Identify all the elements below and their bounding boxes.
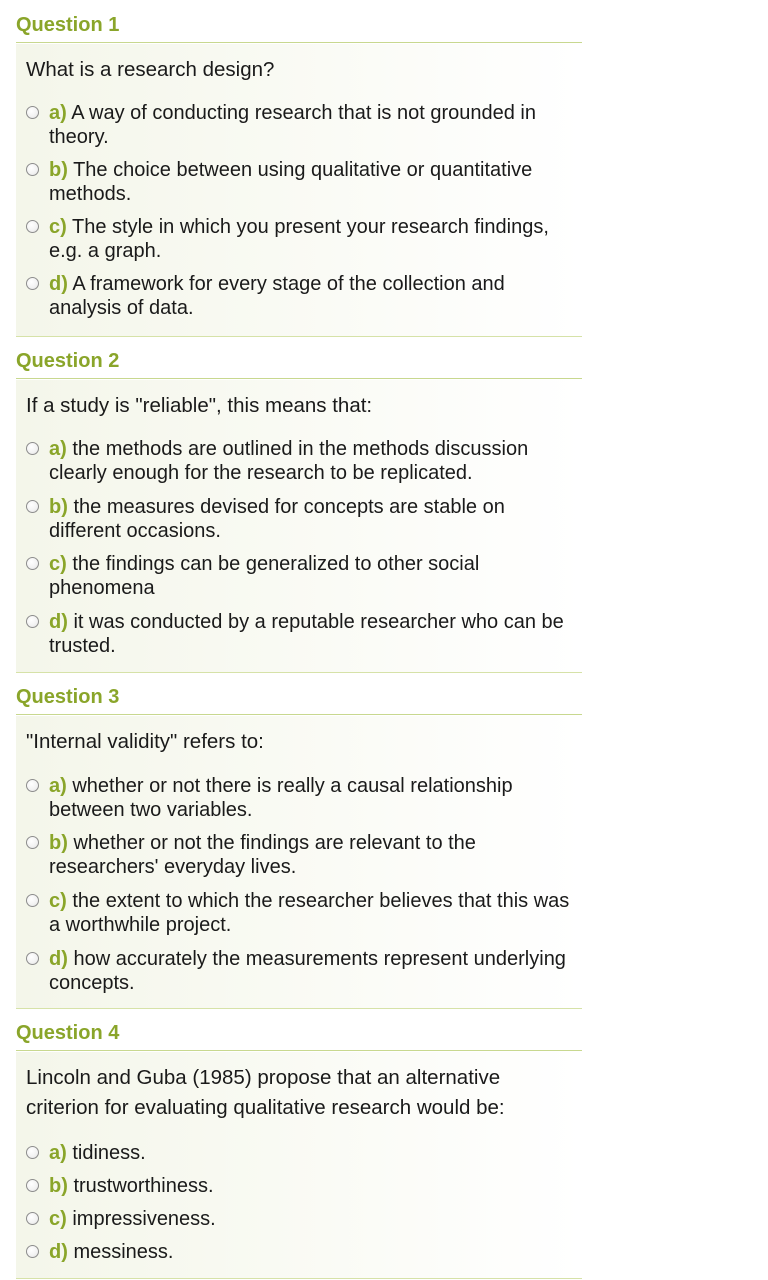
option-letter: b) [49,496,68,518]
option-text: the findings can be generalized to other social phenomena [49,553,480,599]
option-letter: c) [49,216,67,238]
question-title: Question 2 [16,350,120,372]
radio-button[interactable] [26,1245,39,1258]
option-label [49,947,579,995]
radio-button[interactable] [26,894,39,907]
question-title: Question 3 [16,686,120,708]
option-letter: b) [49,832,68,854]
option-label [49,495,579,543]
option-letter: d) [49,273,68,295]
option-letter: c) [49,553,67,575]
radio-button[interactable] [26,779,39,792]
option-label [49,610,579,658]
question-title: Question 4 [16,1022,120,1044]
option-label [49,437,579,485]
option-b[interactable] [24,497,580,545]
radio-button[interactable] [26,500,39,513]
option-d[interactable] [24,949,580,997]
radio-button[interactable] [26,557,39,570]
radio-button[interactable] [26,106,39,119]
option-text: the methods are outlined in the methods discussion clearly enough for the research to be replicated. [49,438,529,484]
option-label [49,101,579,149]
option-b[interactable] [24,833,580,881]
radio-button[interactable] [26,163,39,176]
option-d[interactable] [24,274,580,322]
radio-button[interactable] [26,1179,39,1192]
option-a[interactable] [24,1143,580,1167]
option-label [49,1240,579,1264]
option-letter: c) [49,1208,67,1230]
option-letter: b) [49,159,68,181]
radio-button[interactable] [26,836,39,849]
option-label [49,889,579,937]
question-3-body [16,716,582,1009]
option-text: whether or not the findings are relevant to the researchers' everyday lives. [49,832,476,878]
question-1-body [16,44,582,337]
radio-button[interactable] [26,1212,39,1225]
option-text: it was conducted by a reputable researcher who can be trusted. [49,611,564,657]
option-c[interactable] [24,891,580,939]
radio-button[interactable] [26,1146,39,1159]
option-letter: c) [49,890,67,912]
option-d[interactable] [24,1242,580,1266]
option-d[interactable] [24,612,580,660]
option-text: impressiveness. [72,1208,216,1230]
radio-button[interactable] [26,442,39,455]
question-2-body [16,380,582,673]
option-text: the extent to which the researcher believes that this was a worthwhile project. [49,890,570,936]
radio-button[interactable] [26,615,39,628]
option-label [49,831,579,879]
option-label [49,1141,579,1165]
question-4-body [16,1052,582,1279]
option-label [49,774,579,822]
option-label [49,215,579,263]
option-text: tidiness. [72,1142,146,1164]
option-letter: d) [49,948,68,970]
option-label [49,272,579,320]
option-b[interactable] [24,160,580,208]
option-text: The choice between using qualitative or quantitative methods. [49,159,533,205]
option-text: messiness. [73,1241,174,1263]
option-a[interactable] [24,439,580,487]
question-title: Question 1 [16,14,120,36]
option-text: the measures devised for concepts are stable on different occasions. [49,496,505,542]
option-c[interactable] [24,554,580,602]
option-text: The style in which you present your research findings, e.g. a graph. [49,216,549,262]
option-b[interactable] [24,1176,580,1200]
option-letter: a) [49,1142,67,1164]
radio-button[interactable] [26,952,39,965]
option-a[interactable] [24,103,580,151]
option-text: trustworthiness. [73,1175,214,1197]
option-letter: d) [49,611,68,633]
option-text: whether or not there is really a causal relationship between two variables. [49,775,513,821]
option-letter: a) [49,775,67,797]
question-text: "Internal validity" refers to: [26,730,264,753]
option-letter: a) [49,438,67,460]
option-label [49,1207,579,1231]
option-label [49,552,579,600]
option-letter: b) [49,1175,68,1197]
option-label [49,158,579,206]
question-2-header [16,348,582,379]
option-letter: d) [49,1241,68,1263]
option-text: A framework for every stage of the collection and analysis of data. [49,273,505,319]
question-4-header [16,1020,582,1051]
option-label [49,1174,579,1198]
radio-button[interactable] [26,277,39,290]
option-letter: a) [49,102,67,124]
radio-button[interactable] [26,220,39,233]
question-1-header [16,12,582,43]
option-a[interactable] [24,776,580,824]
option-text: A way of conducting research that is not grounded in theory. [49,102,536,148]
option-c[interactable] [24,217,580,265]
question-text: What is a research design? [26,58,275,81]
option-text: how accurately the measurements represent underlying concepts. [49,948,566,994]
question-3-header [16,684,582,715]
question-text: Lincoln and Guba (1985) propose that an alternative criterion for evaluating qualitative research would be: [26,1066,505,1119]
question-text: If a study is "reliable", this means that: [26,394,373,417]
option-c[interactable] [24,1209,580,1233]
